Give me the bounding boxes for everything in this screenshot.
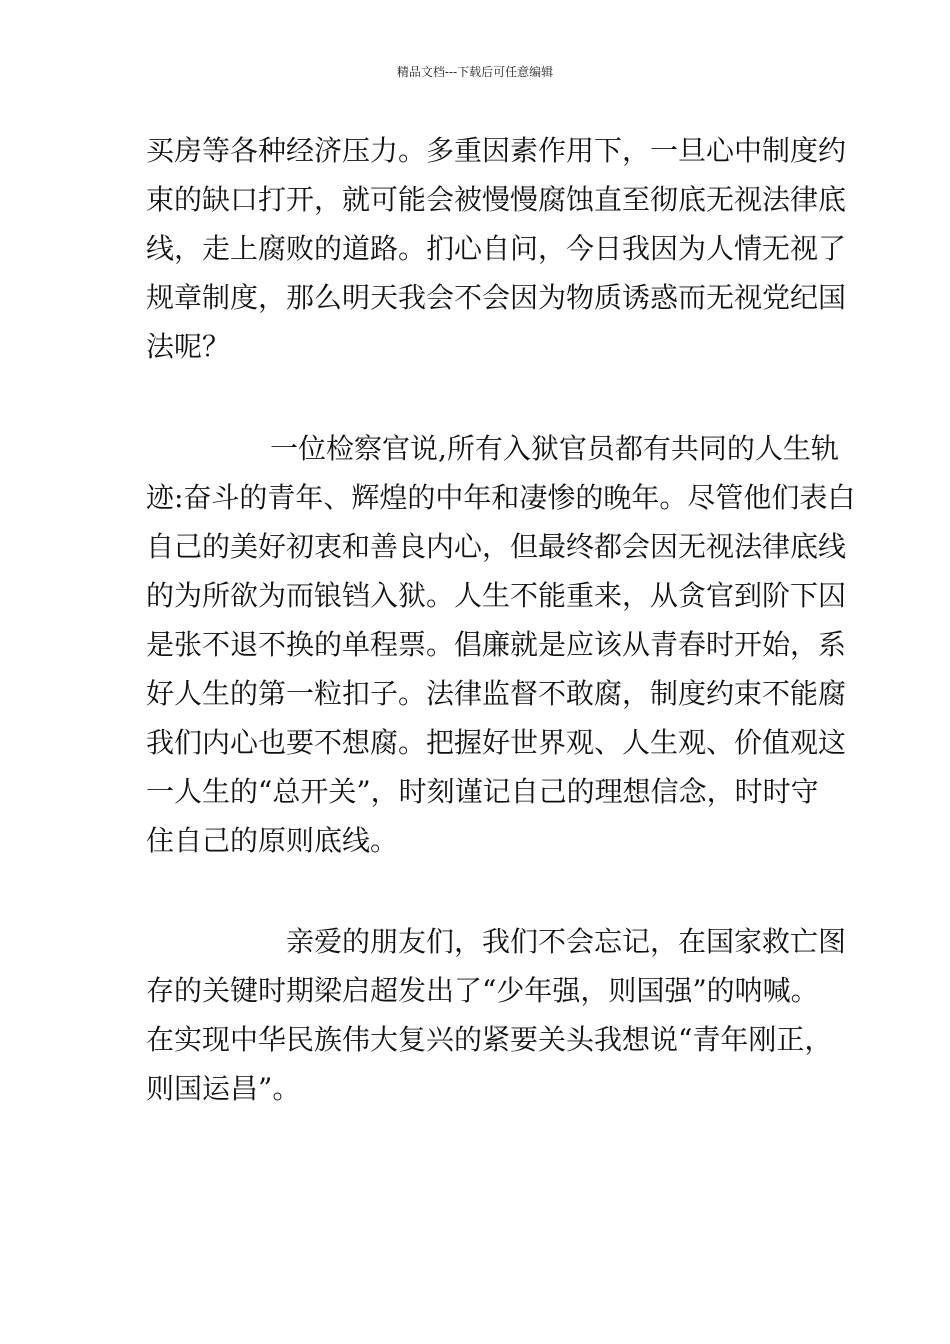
paragraph-line: 束的缺口打开，就可能会被慢慢腐蚀直至彻底无视法律底 (146, 183, 847, 216)
paragraph-line: 一位检察官说,所有入狱官员都有共同的人生轨 (270, 432, 839, 465)
paragraph-line: 我们内心也要不想腐。把握好世界观、人生观、价值观这 (146, 726, 847, 759)
page-header: 精品文档---下载后可任意编辑 (396, 65, 554, 79)
paragraph-line: 在实现中华民族伟大复兴的紧要关头我想说“青年刚正， (146, 1023, 833, 1056)
paragraph-line: 亲爱的朋友们，我们不会忘记，在国家救亡图 (286, 925, 847, 958)
paragraph-line: 自己的美好初衷和善良内心，但最终都会因无视法律底线 (146, 530, 847, 563)
paragraph-line: 迹:奋斗的青年、辉煌的中年和凄惨的晚年。尽管他们表白 (146, 481, 856, 514)
paragraph-line: 的为所欲为而锒铛入狱。人生不能重来，从贪官到阶下囚 (146, 579, 847, 612)
paragraph-line: 线，走上腐败的道路。扪心自问，今日我因为人情无视了 (146, 232, 847, 265)
paragraph-line: 规章制度，那么明天我会不会因为物质诱惑而无视党纪国 (146, 281, 847, 314)
paragraph-line: 一人生的“总开关”，时刻谨记自己的理想信念，时时守 (146, 775, 819, 808)
paragraph-line: 好人生的第一粒扣子。法律监督不敢腐，制度约束不能腐 (146, 677, 847, 710)
paragraph-line: 法呢？ (146, 330, 231, 363)
paragraph-line: 存的关键时期梁启超发出了“少年强，则国强”的呐喊。 (146, 974, 819, 1007)
paragraph-line: 是张不退不换的单程票。倡廉就是应该从青春时开始，系 (146, 628, 847, 661)
paragraph-line: 住自己的原则底线。 (146, 824, 399, 857)
paragraph-line: 则国运昌”。 (146, 1072, 301, 1105)
paragraph-line: 买房等各种经济压力。多重因素作用下，一旦心中制度约 (146, 134, 847, 167)
